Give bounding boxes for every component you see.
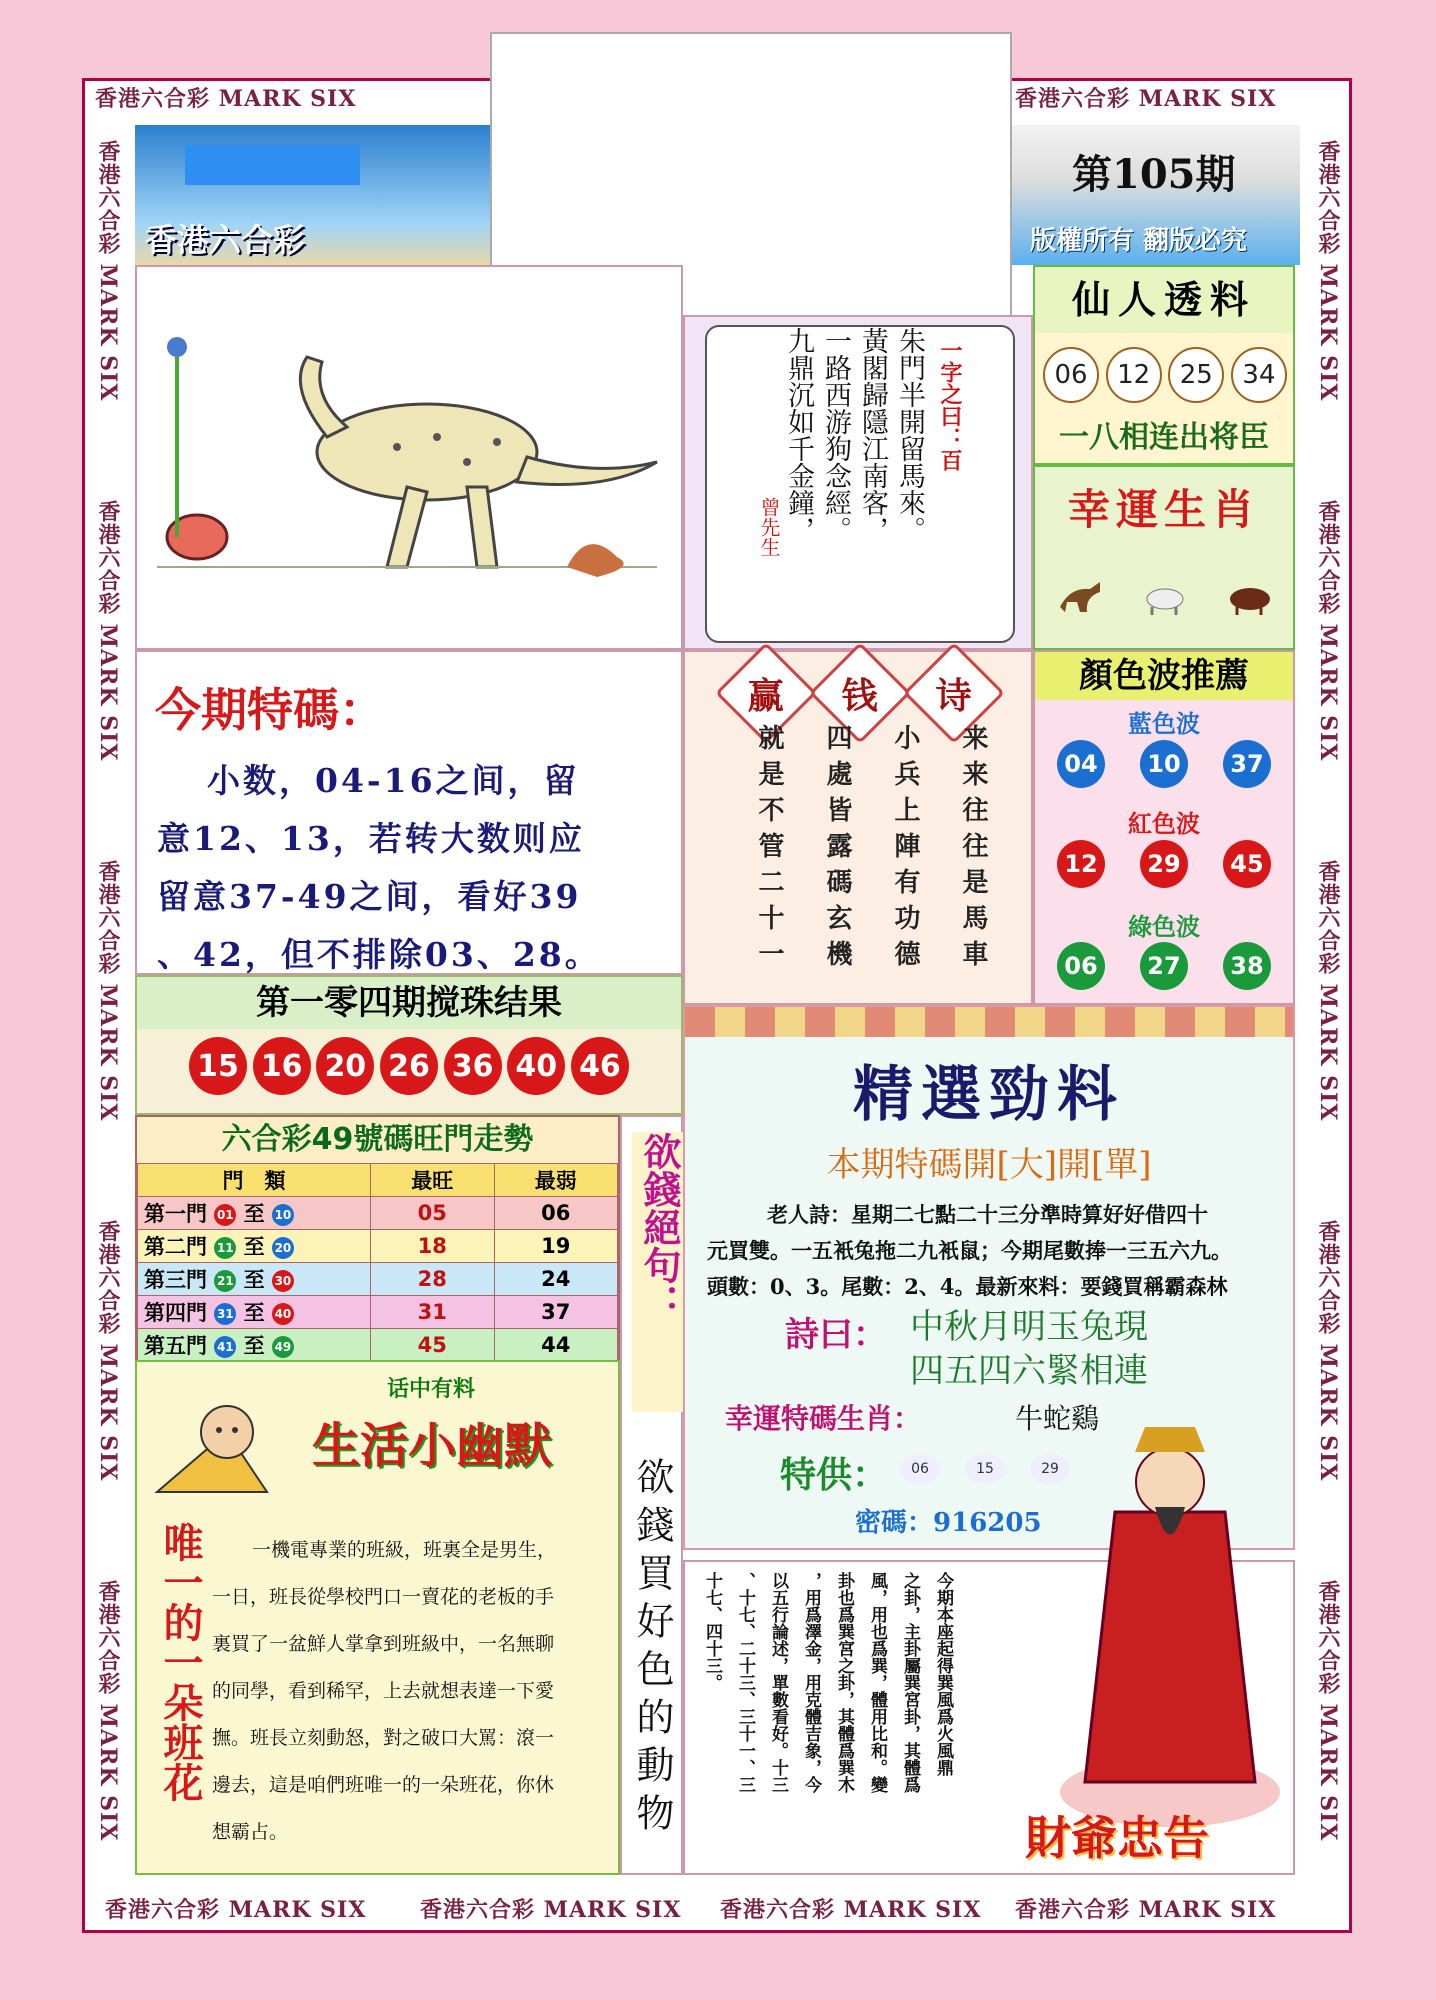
- win-poem-col: 小兵上陣有功德: [890, 724, 920, 976]
- trend-to-label: 至: [243, 1334, 265, 1358]
- win-poem-col: 就是不管二十一: [754, 724, 784, 976]
- border-label-top-right: 香港六合彩 MARK SIX: [1015, 86, 1277, 112]
- blue-wave-ball: 04: [1057, 740, 1105, 788]
- trend-door: 第三門: [144, 1268, 207, 1292]
- trend-title: 六合彩49號碼旺門走勢: [137, 1117, 618, 1163]
- trend-door: 第四門: [144, 1301, 207, 1325]
- trend-row: [138, 1263, 618, 1296]
- humor-line: 一日，班長從學校門口一賣花的老板的手: [212, 1586, 555, 1608]
- trend-row: [138, 1197, 618, 1230]
- trend-to-label: 至: [243, 1301, 265, 1325]
- trend-from-ball: 11: [214, 1237, 236, 1259]
- color-wave-panel: [1033, 650, 1295, 1005]
- trend-header: 最旺: [371, 1164, 495, 1197]
- lucky-zodiac-panel: [1033, 465, 1295, 650]
- trend-min: 19: [494, 1230, 618, 1263]
- horse-icon: [1055, 577, 1105, 617]
- draw-result-panel: [135, 975, 683, 1115]
- win-poem-title: [730, 657, 990, 729]
- caiye-col: 風，用也爲巽，體用比和。變: [867, 1572, 887, 1793]
- tegong-ball: 06: [900, 1454, 940, 1484]
- trend-max: 05: [371, 1197, 495, 1230]
- trend-to-ball: 30: [272, 1270, 294, 1292]
- trend-header: 最弱: [494, 1164, 618, 1197]
- code-value: 916205: [933, 1508, 1042, 1538]
- humor-title: 生活小幽默: [312, 1418, 553, 1474]
- green-wave-ball: 06: [1057, 942, 1105, 990]
- verse-panel: [620, 1115, 683, 1875]
- trend-to-ball: 49: [272, 1336, 294, 1358]
- xianren-number: 34: [1231, 347, 1287, 403]
- border-label-right-1: 香港六合彩 MARK SIX: [1315, 140, 1341, 402]
- special-code-line: 留意37-49之间，看好39: [157, 877, 582, 916]
- humor-line: 想霸占。: [212, 1821, 289, 1843]
- goat-icon: [1140, 577, 1190, 617]
- selected-poem-line: 老人詩：星期二七點二十三分準時算好好借四十: [767, 1202, 1208, 1227]
- blue-wave-label: 藍色波: [1128, 709, 1200, 738]
- special-code-title: 今期特碼：: [155, 683, 385, 737]
- trend-to-ball: 40: [272, 1303, 294, 1325]
- draw-ball: 16: [253, 1037, 311, 1095]
- scroll-poem-text: [780, 327, 928, 567]
- trend-to-label: 至: [243, 1235, 265, 1259]
- lucky-special-value: 牛蛇鷄: [1015, 1402, 1100, 1435]
- humor-line: 撫。班長立刻動怒，對之破口大罵：滾一: [212, 1727, 555, 1749]
- win-poem-body: [735, 724, 1007, 994]
- tegong-ball: 15: [965, 1454, 1005, 1484]
- xianren-slogan: 一八相连出将臣: [1059, 420, 1269, 455]
- humor-line: 一機電專業的班級，班裏全是男生，: [252, 1539, 557, 1561]
- banner-blue-block: [185, 145, 360, 185]
- special-code-panel: [135, 650, 683, 975]
- trend-panel: [135, 1115, 620, 1360]
- trend-header: 門 類: [138, 1164, 371, 1197]
- trend-max: 45: [371, 1329, 495, 1362]
- border-label-left-4: 香港六合彩 MARK SIX: [95, 1220, 121, 1482]
- caiye-col: 卦也爲巽宮之卦，其體爲巽木: [834, 1572, 854, 1793]
- shi-lines: [910, 1305, 1148, 1393]
- trend-from-ball: 31: [214, 1303, 236, 1325]
- border-label-bottom-3: 香港六合彩 MARK SIX: [720, 1897, 982, 1923]
- dinosaur-illustration: [137, 267, 681, 648]
- scroll-poem-col-3: 一路西游狗念經。: [820, 327, 851, 543]
- color-wave-title: 顏色波推薦: [1035, 652, 1293, 700]
- win-poem-col: 来来往往是馬車: [958, 724, 988, 976]
- draw-ball: 26: [380, 1037, 438, 1095]
- trend-max: 31: [371, 1296, 495, 1329]
- border-label-left-2: 香港六合彩 MARK SIX: [95, 500, 121, 762]
- trend-from-ball: 01: [214, 1204, 236, 1226]
- green-wave-label: 綠色波: [1128, 912, 1200, 941]
- selected-title: 精選勁料: [853, 1060, 1125, 1130]
- blue-wave-ball: 37: [1223, 740, 1271, 788]
- draw-result-title: 第一零四期搅珠结果: [137, 977, 681, 1029]
- selected-poem-line: 元買雙。一五衹兔拖二九衹鼠；今期尾數捧一三五六九。: [707, 1238, 1232, 1263]
- xianren-number: 25: [1168, 347, 1224, 403]
- caiye-title: 財爺忠告: [1025, 1811, 1209, 1865]
- humor-line: 的同學，看到稀罕，上去就想表達一下愛: [212, 1680, 555, 1702]
- issue-number: 第105期: [1072, 151, 1236, 198]
- trend-door: 第一門: [144, 1202, 207, 1226]
- lucky-zodiac-title: 幸運生肖: [1067, 485, 1260, 534]
- xianren-numbers: [1043, 347, 1287, 403]
- trend-to-ball: 20: [272, 1237, 294, 1259]
- win-poem-panel: [683, 650, 1033, 1005]
- humor-panel: [135, 1360, 620, 1875]
- humor-side-title: 唯一的一朵班花: [157, 1522, 204, 1802]
- trend-from-ball: 41: [214, 1336, 236, 1358]
- trend-min: 06: [494, 1197, 618, 1230]
- trend-to-ball: 10: [272, 1204, 294, 1226]
- trend-from-ball: 21: [214, 1270, 236, 1292]
- caiye-col: 之卦，主卦屬巽宮卦，其體爲: [900, 1572, 920, 1793]
- red-wave-ball: 29: [1140, 840, 1188, 888]
- trend-row: [138, 1230, 618, 1263]
- selected-subtitle: 本期特碼開[大]開[單]: [826, 1145, 1152, 1185]
- scroll-poem-col-2: 黃閣歸隱江南客，: [857, 327, 888, 543]
- xianren-number: 06: [1043, 347, 1099, 403]
- draw-ball: 46: [571, 1037, 629, 1095]
- special-code-body: [157, 752, 667, 984]
- green-wave-numbers: [1057, 942, 1271, 990]
- border-label-left-1: 香港六合彩 MARK SIX: [95, 140, 121, 402]
- xianren-panel: [1033, 265, 1295, 465]
- border-label-right-5: 香港六合彩 MARK SIX: [1315, 1580, 1341, 1842]
- humor-line: 裏買了一盆鮮人掌拿到班級中，一名無聊: [212, 1633, 555, 1655]
- blue-wave-numbers: [1057, 740, 1271, 788]
- code-label: 密碼：: [855, 1508, 934, 1538]
- win-poem-title-char-text: 诗: [935, 675, 973, 717]
- trend-min: 24: [494, 1263, 618, 1296]
- tegong-ball: 29: [1030, 1454, 1070, 1484]
- verse-text: 欲錢買好色的動物: [630, 1457, 674, 1841]
- trend-door: 第五門: [144, 1334, 207, 1358]
- red-wave-ball: 12: [1057, 840, 1105, 888]
- win-poem-title-char-text: 赢: [747, 675, 785, 717]
- trend-to-label: 至: [243, 1202, 265, 1226]
- trend-to-label: 至: [243, 1268, 265, 1292]
- special-code-line: 意12、13，若转大数则应: [157, 819, 585, 858]
- draw-result-numbers: [189, 1037, 629, 1095]
- caiye-col: 今期本座起得巽風爲火風鼎: [933, 1572, 953, 1776]
- caiye-col: 十七、四十三。: [702, 1572, 722, 1691]
- special-code-line: 小数，04-16之间，留: [207, 761, 580, 800]
- shi-line: 中秋月明玉兔現: [910, 1307, 1148, 1347]
- selected-poem-line: 頭數：0、3。尾數：2、4。最新來料：要錢買稱霸森林: [707, 1274, 1228, 1299]
- draw-ball: 15: [189, 1037, 247, 1095]
- trend-row: [138, 1329, 618, 1362]
- win-poem-col: 四處皆露碼玄機: [822, 724, 852, 976]
- trend-door-cell: [138, 1230, 371, 1263]
- trend-max: 18: [371, 1230, 495, 1263]
- draw-ball: 40: [507, 1037, 565, 1095]
- lucky-zodiac-animals: [1055, 577, 1275, 617]
- red-wave-numbers: [1057, 840, 1271, 888]
- caiye-text: [695, 1572, 959, 1862]
- humor-line: 邊去，這是咱們班唯一的一朵班花，你休: [212, 1774, 555, 1796]
- green-wave-ball: 27: [1140, 942, 1188, 990]
- ox-icon: [1225, 577, 1275, 617]
- banner-right: [1012, 125, 1300, 265]
- verse-title: 欲錢絕句：: [632, 1132, 687, 1412]
- trend-min: 37: [494, 1296, 618, 1329]
- lucky-special-label: 幸運特碼生肖：: [725, 1402, 922, 1435]
- xianren-number: 12: [1106, 347, 1162, 403]
- god-of-wealth-icon: [1045, 1392, 1295, 1832]
- scroll-poem-col-1: 朱門半開留馬來。: [894, 327, 925, 543]
- green-wave-ball: 38: [1223, 942, 1271, 990]
- caiye-col: ，用爲澤金，用克體吉象，今: [801, 1572, 821, 1793]
- red-wave-label: 紅色波: [1128, 809, 1200, 838]
- trend-header-row: [138, 1164, 618, 1197]
- shi-line: 四五四六緊相連: [910, 1351, 1148, 1391]
- dinosaur-picture: [135, 265, 683, 650]
- tegong-label: 特供：: [780, 1454, 889, 1496]
- caiye-col: 、十七、二十三、三十一、三: [735, 1572, 755, 1793]
- blue-wave-ball: 10: [1140, 740, 1188, 788]
- border-label-bottom-4: 香港六合彩 MARK SIX: [1015, 1897, 1277, 1923]
- border-label-bottom-2: 香港六合彩 MARK SIX: [420, 1897, 682, 1923]
- border-label-right-2: 香港六合彩 MARK SIX: [1315, 500, 1341, 762]
- copyright: 版權所有 翻版必究: [1030, 226, 1248, 256]
- trend-door-cell: [138, 1329, 371, 1362]
- border-label-bottom-1: 香港六合彩 MARK SIX: [105, 1897, 367, 1923]
- scroll-author: 曾先生: [757, 497, 781, 557]
- selected-top-ornament: [685, 1007, 1293, 1037]
- trend-door: 第二門: [144, 1235, 207, 1259]
- trend-door-cell: [138, 1296, 371, 1329]
- border-label-right-3: 香港六合彩 MARK SIX: [1315, 860, 1341, 1122]
- trend-row: [138, 1296, 618, 1329]
- border-label-top-left: 香港六合彩 MARK SIX: [95, 86, 357, 112]
- banner-title: 香港六合彩: [145, 221, 306, 259]
- scroll-poem-panel: [683, 315, 1033, 650]
- border-label-left-5: 香港六合彩 MARK SIX: [95, 1580, 121, 1842]
- special-code-line: 、42，但不排除03、28。: [157, 935, 601, 974]
- trend-door-cell: [138, 1197, 371, 1230]
- selected-poem: [707, 1197, 1277, 1305]
- trend-max: 28: [371, 1263, 495, 1296]
- humor-tag: 话中有料: [387, 1376, 476, 1402]
- humor-body: [212, 1527, 612, 1856]
- shi-label: 詩曰：: [785, 1315, 887, 1355]
- xianren-title: 仙人透料: [1035, 267, 1293, 333]
- banner-left: [135, 125, 495, 265]
- border-label-right-4: 香港六合彩 MARK SIX: [1315, 1220, 1341, 1482]
- scroll-poem-col-4: 九鼎沉如千金鐘，: [783, 327, 814, 543]
- old-man-icon: [147, 1392, 297, 1502]
- trend-door-cell: [138, 1263, 371, 1296]
- scroll-yizhi: 一字之曰：百: [937, 339, 963, 471]
- trend-table: [137, 1163, 618, 1362]
- caiye-panel: [683, 1560, 1295, 1875]
- win-poem-title-char-text: 钱: [841, 675, 879, 717]
- border-label-left-3: 香港六合彩 MARK SIX: [95, 860, 121, 1122]
- draw-ball: 20: [316, 1037, 374, 1095]
- code-row: [855, 1502, 1042, 1539]
- trend-min: 44: [494, 1329, 618, 1362]
- draw-ball: 36: [444, 1037, 502, 1095]
- red-wave-ball: 45: [1223, 840, 1271, 888]
- caiye-col: 以五行論述，單數看好。十三: [768, 1572, 788, 1793]
